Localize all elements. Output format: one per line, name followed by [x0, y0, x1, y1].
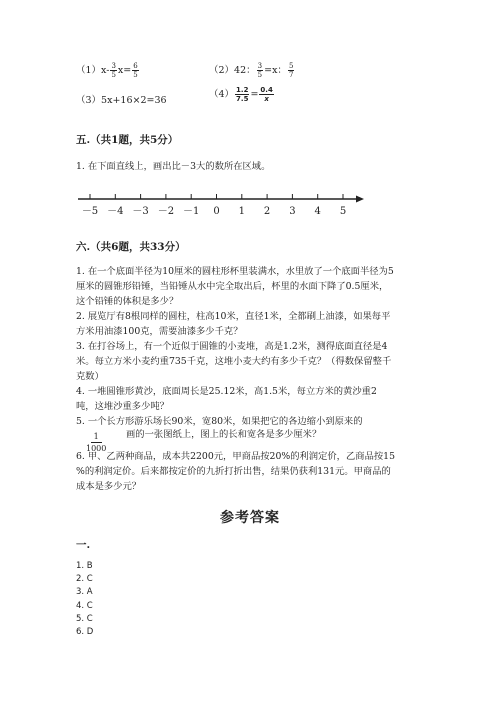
- answers-title: 参考答案: [220, 510, 280, 526]
- fraction-numerator: 1.2: [236, 86, 249, 94]
- number-line-label: 0: [213, 206, 220, 217]
- fraction-denominator: 7: [288, 71, 294, 79]
- number-line-label: －1: [183, 206, 200, 217]
- question-3-line-3: 克数）: [76, 371, 104, 382]
- fraction: [259, 86, 273, 103]
- section-6-questions: [76, 264, 436, 429]
- arrow-right-icon: [356, 196, 364, 203]
- equation-text: （1）x-: [76, 65, 110, 76]
- section-6-title: 六.（共6题，共33分）: [76, 241, 186, 253]
- fraction-denominator: 5: [133, 71, 138, 79]
- fraction-denominator: 7.5: [236, 95, 249, 103]
- question-4-line-1: 4. 一堆圆锥形黄沙，底面周长是25.12米，高1.5米，每立方米的黄沙重2: [76, 386, 377, 397]
- number-line-label: －5: [81, 206, 99, 217]
- fraction: [235, 86, 249, 103]
- answer-item: 4. C: [76, 600, 93, 611]
- fraction-denominator: 5: [257, 71, 263, 79]
- section-5-question-1: 1. 在下面直线上，画出比－3大的数所在区域。: [76, 161, 271, 172]
- fraction-numerator: 0.4: [260, 86, 273, 94]
- number-line-label: 3: [289, 206, 296, 217]
- fraction-numerator: 6: [133, 62, 138, 70]
- number-line-label: 1: [238, 206, 245, 217]
- number-line-label: 4: [314, 206, 321, 217]
- fraction-denominator: 5: [111, 71, 116, 79]
- question-1-line-2: 厘米的圆锥形铅锤，当铅锤从水中完全取出后，杯里的水面下降了0.5厘米，: [76, 281, 389, 292]
- fraction: [132, 62, 138, 79]
- answer-item: 1. B: [76, 561, 93, 571]
- question-5-line-1: 5. 一个长方形游乐场长90米，宽80米，如果把它的各边缩小到原来的: [76, 416, 363, 427]
- question-1-line-3: 这个铅锤的体积是多少？: [76, 296, 179, 307]
- section-5-title: 五.（共1题，共5分）: [76, 134, 179, 146]
- answer-item: 6. D: [76, 627, 94, 638]
- number-line-ticks: [82, 194, 346, 217]
- answer-item: 2. C: [76, 574, 93, 585]
- equation-text: =: [250, 89, 259, 100]
- fraction-denominator: x: [264, 95, 269, 103]
- question-6: [76, 449, 436, 494]
- question-3-line-1: 3. 在打谷场上，有一个近似于圆锥的小麦堆，高是1.2米，测得底面直径是4: [76, 341, 388, 352]
- question-5-line-2: 画的一张图纸上，图上的长和宽各是多少厘米？: [126, 429, 322, 440]
- fraction: [288, 62, 294, 79]
- fraction-numerator: 5: [288, 62, 294, 70]
- equation-text: （2）42：: [209, 65, 256, 76]
- number-line-label: －2: [157, 206, 175, 217]
- number-line-label: －4: [107, 206, 124, 217]
- equation-4: [209, 86, 275, 103]
- equation-text: =x：: [264, 65, 287, 76]
- question-2-line-2: 方米用油漆100克，需要油漆多少千克？: [76, 326, 243, 337]
- number-line-label: 5: [339, 206, 347, 217]
- equation-text: x=: [117, 65, 132, 76]
- answers-list: [76, 560, 93, 639]
- question-6-line-2: %的利润定价。后来都按定价的九折打折出售，结果仍获利131元。甲商品的: [76, 466, 391, 477]
- number-line: [72, 190, 372, 222]
- equation-1: [76, 62, 140, 79]
- number-line-label: －3: [132, 206, 149, 217]
- fraction: [257, 62, 263, 79]
- answers-section: 一.: [76, 539, 91, 551]
- question-6-line-3: 成本是多少元？: [76, 481, 142, 492]
- fraction-numerator: 3: [257, 62, 263, 70]
- equation-text: （4）: [209, 89, 235, 100]
- number-line-label: 2: [263, 206, 271, 217]
- question-2-line-1: 2. 展览厅有8根同样的圆柱，柱高10米，直径1米，全都刷上油漆，如果每平: [76, 311, 391, 322]
- fraction: [110, 62, 116, 79]
- question-1-line-1: 1. 在一个底面半径为10厘米的圆柱形杯里装满水，水里放了一个底面半径为5: [76, 266, 394, 277]
- answer-item: 3. A: [76, 587, 93, 598]
- question-4-line-2: 吨，这堆沙重多少吨？: [76, 401, 169, 412]
- question-3-line-2: 米。每立方米小麦约重735千克，这堆小麦大约有多少千克？（得数保留整千: [76, 356, 392, 367]
- equation-3: （3）5x+16×2=36: [76, 95, 167, 106]
- question-6-line-1: 6. 甲、乙两种商品，成本共2200元，甲商品按20%的利润定价，乙商品按15: [76, 451, 395, 462]
- equation-2: [209, 62, 295, 79]
- fraction-denominator: 1000: [86, 444, 107, 453]
- fraction-numerator: 3: [111, 62, 116, 70]
- fraction-numerator: 1: [91, 431, 102, 443]
- answer-item: 5. C: [76, 613, 93, 624]
